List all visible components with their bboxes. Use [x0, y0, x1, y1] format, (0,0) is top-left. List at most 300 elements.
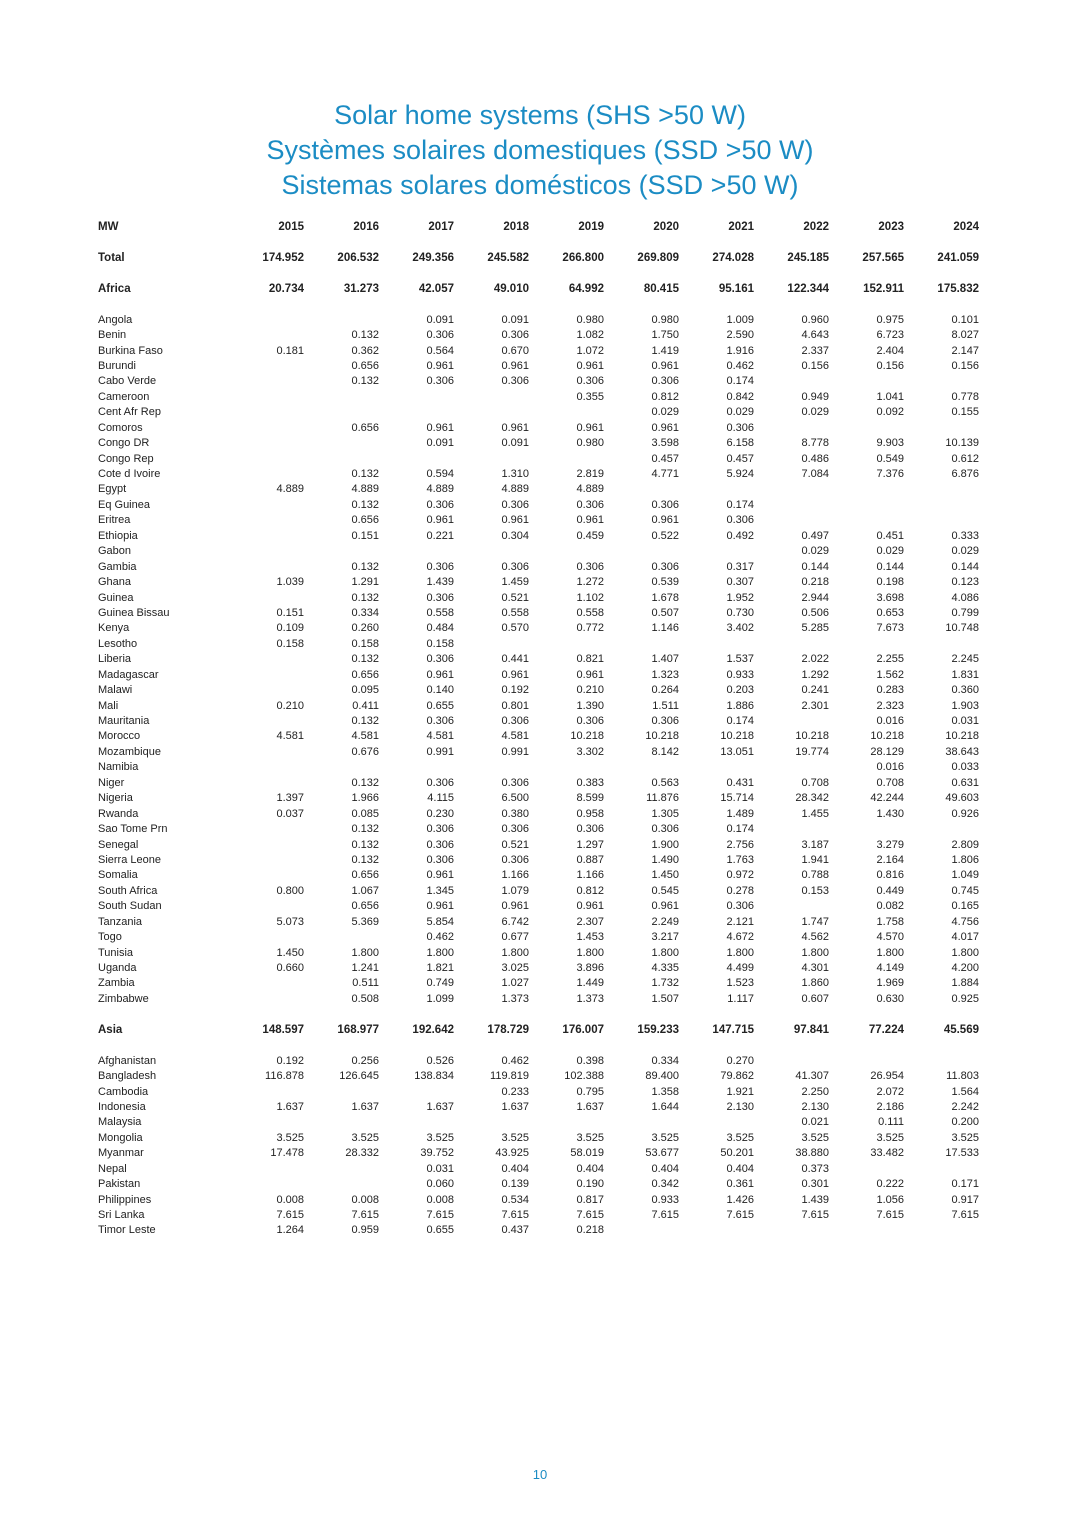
cell-value	[304, 1162, 379, 1177]
cell-value	[829, 374, 904, 389]
country-row	[98, 729, 982, 744]
cell-value: 9.903	[876, 437, 904, 450]
cell-value	[229, 668, 304, 683]
page-title	[0, 98, 1080, 203]
cell-value	[754, 498, 829, 513]
cell-value	[229, 760, 304, 775]
cell-value: 26.954	[870, 1070, 904, 1083]
cell-value: 4.086	[951, 591, 979, 604]
cell-value: 0.210	[576, 684, 604, 697]
cell-value: 28.332	[345, 1147, 379, 1160]
country-row	[98, 652, 982, 667]
cell-value	[229, 421, 304, 436]
cell-value: 0.174	[726, 498, 754, 511]
cell-value: 2.756	[726, 838, 754, 851]
cell-value: 1.800	[651, 946, 679, 959]
row-label: Somalia	[98, 869, 138, 882]
cell-value: 0.961	[651, 421, 679, 434]
cell-value: 2.249	[651, 915, 679, 928]
cell-value	[304, 544, 379, 559]
country-row	[98, 683, 982, 698]
country-row	[98, 452, 982, 467]
cell-value: 4.771	[651, 468, 679, 480]
row-label: Eritrea	[98, 514, 131, 527]
cell-value: 0.749	[426, 977, 454, 990]
spacer	[98, 235, 982, 250]
cell-value: 0.151	[351, 529, 379, 542]
cell-value: 1.831	[951, 668, 979, 681]
cell-value: 0.029	[801, 545, 829, 558]
cell-value	[304, 436, 379, 451]
cell-value: 0.132	[351, 838, 379, 851]
cell-value: 1.490	[651, 853, 679, 866]
cell-value: 42.244	[870, 792, 904, 805]
cell-value: 0.029	[651, 406, 679, 419]
cell-value	[754, 421, 829, 436]
country-row	[98, 421, 982, 436]
cell-value: 0.404	[576, 1162, 604, 1175]
cell-value: 0.174	[726, 823, 754, 836]
cell-value: 147.715	[712, 1023, 754, 1036]
cell-value: 1.373	[501, 992, 529, 1005]
cell-value: 1.800	[576, 946, 604, 959]
country-row	[98, 313, 982, 328]
cell-value: 0.132	[351, 653, 379, 666]
cell-value: 15.714	[720, 792, 754, 805]
country-row	[98, 745, 982, 760]
cell-value: 1.941	[801, 853, 829, 866]
cell-value: 0.306	[501, 329, 529, 342]
cell-value	[304, 313, 379, 328]
cell-value: 0.306	[501, 715, 529, 727]
cell-value: 4.499	[726, 962, 754, 974]
country-row	[98, 328, 982, 343]
cell-value: 0.165	[951, 900, 979, 913]
cell-value: 7.615	[426, 1209, 454, 1221]
cell-value: 1.430	[876, 807, 904, 820]
cell-value: 0.362	[351, 344, 379, 357]
cell-value: 4.581	[426, 730, 454, 743]
cell-value	[829, 822, 904, 837]
cell-value	[229, 390, 304, 405]
cell-value	[754, 760, 829, 775]
cell-value: 0.317	[726, 560, 754, 573]
cell-value	[304, 930, 379, 945]
cell-value: 3.525	[501, 1131, 529, 1144]
country-row	[98, 807, 982, 822]
cell-value: 7.376	[876, 468, 904, 480]
cell-value: 1.637	[576, 1100, 604, 1113]
cell-value: 53.677	[645, 1147, 679, 1160]
cell-value: 7.615	[726, 1209, 754, 1221]
cell-value: 1.969	[876, 977, 904, 990]
cell-value	[229, 1085, 304, 1100]
cell-value: 0.016	[876, 761, 904, 774]
row-label: Liberia	[98, 653, 132, 666]
cell-value: 0.101	[951, 313, 979, 326]
cell-value: 0.174	[726, 715, 754, 727]
cell-value: 0.233	[501, 1085, 529, 1098]
cell-value: 1.345	[426, 884, 454, 897]
cell-value: 28.129	[870, 745, 904, 758]
cell-value	[229, 853, 304, 868]
cell-value	[229, 560, 304, 575]
country-row	[98, 699, 982, 714]
row-label: Senegal	[98, 838, 139, 851]
cell-value: 2.130	[801, 1100, 829, 1113]
cell-value	[904, 822, 979, 837]
cell-value: 0.961	[501, 359, 529, 372]
cell-value: 2.809	[951, 838, 979, 851]
cell-value: 159.233	[637, 1023, 679, 1036]
cell-value: 0.398	[576, 1054, 604, 1067]
cell-value: 0.306	[576, 823, 604, 836]
cell-value: 3.698	[876, 591, 904, 604]
cell-value: 31.273	[343, 282, 379, 295]
cell-value: 4.017	[951, 931, 979, 944]
cell-value: 0.306	[426, 776, 454, 789]
cell-value: 0.676	[351, 745, 379, 758]
cell-value: 0.241	[801, 684, 829, 697]
cell-value: 1.637	[276, 1100, 304, 1113]
cell-value	[229, 498, 304, 513]
cell-value: 0.980	[651, 313, 679, 326]
cell-value: 0.283	[876, 684, 904, 697]
cell-value: 1.511	[652, 699, 679, 712]
cell-value: 6.723	[876, 329, 904, 342]
row-label: Guinea Bissau	[98, 606, 170, 619]
cell-value: 4.115	[427, 792, 454, 805]
country-row	[98, 575, 982, 590]
cell-value: 0.655	[426, 699, 454, 712]
cell-value: 1.763	[726, 853, 754, 866]
cell-value: 0.222	[876, 1178, 904, 1191]
cell-value: 7.084	[801, 468, 829, 480]
cell-value: 10.139	[945, 437, 979, 450]
cell-value: 6.742	[501, 915, 529, 928]
cell-value: 10.218	[870, 730, 904, 743]
cell-value: 1.800	[351, 946, 379, 959]
cell-value: 0.497	[801, 529, 829, 542]
cell-value: 0.306	[501, 375, 529, 388]
cell-value	[679, 760, 754, 775]
cell-value: 0.260	[351, 622, 379, 635]
cell-value: 1.900	[651, 838, 679, 851]
cell-value: 1.637	[426, 1100, 454, 1113]
cell-value	[229, 899, 304, 914]
cell-value: 1.439	[801, 1193, 829, 1206]
cell-value: 0.959	[351, 1224, 379, 1237]
cell-value: 1.800	[726, 946, 754, 959]
cell-value: 7.615	[576, 1209, 604, 1221]
cell-value: 3.598	[651, 437, 679, 450]
country-row	[98, 467, 982, 482]
country-row	[98, 760, 982, 775]
title-line-es: Sistemas solares domésticos (SSD >50 W)	[281, 170, 799, 200]
cell-value: 2016	[353, 221, 379, 233]
cell-value: 0.708	[801, 776, 829, 789]
cell-value: 0.653	[876, 606, 904, 619]
cell-value: 0.306	[426, 715, 454, 727]
cell-value: 2021	[728, 221, 754, 233]
cell-value: 2.944	[801, 591, 829, 604]
cell-value: 0.333	[951, 529, 979, 542]
cell-value: 0.961	[576, 421, 604, 434]
cell-value: 0.033	[951, 761, 979, 774]
cell-value	[754, 513, 829, 528]
cell-value: 5.073	[276, 915, 304, 928]
cell-value: 1.166	[576, 869, 604, 882]
cell-value: 2.255	[876, 653, 904, 666]
cell-value: 0.158	[426, 637, 454, 650]
cell-value: 0.812	[576, 884, 604, 897]
cell-value: 97.841	[793, 1023, 829, 1036]
cell-value: 0.887	[576, 853, 604, 866]
cell-value: 0.404	[501, 1162, 529, 1175]
row-label: Eq Guinea	[98, 498, 150, 511]
cell-value: 2.022	[801, 653, 829, 666]
cell-value: 1.564	[951, 1085, 979, 1098]
cell-value: 1.821	[426, 962, 454, 974]
cell-value: 0.132	[351, 329, 379, 342]
cell-value: 0.132	[351, 823, 379, 836]
cell-value	[679, 544, 754, 559]
spacer	[98, 266, 982, 281]
spacer	[98, 1038, 982, 1053]
cell-value: 3.525	[351, 1131, 379, 1144]
cell-value: 245.185	[787, 251, 829, 264]
cell-value: 0.144	[876, 560, 904, 573]
cell-value: 1.886	[726, 699, 754, 712]
country-row	[98, 1131, 982, 1146]
cell-value: 0.334	[351, 606, 379, 619]
cell-value: 0.961	[426, 359, 454, 372]
cell-value: 3.525	[276, 1131, 304, 1144]
cell-value: 0.008	[276, 1193, 304, 1206]
cell-value: 0.539	[651, 576, 679, 589]
cell-value: 6.500	[501, 792, 529, 805]
cell-value: 0.306	[426, 498, 454, 511]
cell-value: 2.307	[576, 915, 604, 928]
cell-value: 257.565	[862, 251, 904, 264]
title-line-en: Solar home systems (SHS >50 W)	[334, 100, 746, 130]
cell-value	[529, 1115, 604, 1130]
cell-value: 0.451	[876, 529, 904, 542]
cell-value	[229, 405, 304, 420]
cell-value: 4.335	[651, 962, 679, 974]
country-row	[98, 544, 982, 559]
cell-value: 0.190	[576, 1178, 604, 1191]
cell-value	[529, 544, 604, 559]
cell-value	[829, 637, 904, 652]
cell-value: 0.972	[726, 869, 754, 882]
cell-value	[754, 637, 829, 652]
cell-value: 1.455	[801, 807, 829, 820]
cell-value	[754, 714, 829, 729]
cell-value: 2.323	[876, 699, 904, 712]
cell-value: 152.911	[863, 282, 904, 295]
cell-value: 1.099	[426, 992, 454, 1005]
cell-value: 80.415	[643, 282, 679, 295]
cell-value: 0.961	[426, 869, 454, 882]
row-label: Mongolia	[98, 1131, 143, 1144]
cell-value	[904, 513, 979, 528]
country-row	[98, 1115, 982, 1130]
cell-value: 6.876	[951, 468, 979, 480]
row-label: Sierra Leone	[98, 853, 161, 866]
cell-value: 1.489	[726, 807, 754, 820]
cell-value: 2015	[278, 221, 304, 233]
cell-value: 1.049	[951, 869, 979, 882]
cell-value: 0.521	[501, 838, 529, 851]
cell-value: 1.323	[651, 668, 679, 681]
country-row	[98, 1146, 982, 1161]
cell-value	[754, 899, 829, 914]
cell-value: 17.533	[945, 1147, 979, 1160]
country-row	[98, 591, 982, 606]
row-label: Cent Afr Rep	[98, 406, 161, 419]
cell-value	[379, 760, 454, 775]
cell-value	[904, 482, 979, 497]
spacer	[98, 1007, 982, 1022]
cell-value	[829, 1054, 904, 1069]
cell-value: 1.921	[726, 1085, 754, 1098]
cell-value: 0.270	[726, 1054, 754, 1067]
cell-value	[454, 452, 529, 467]
cell-value: 0.230	[426, 807, 454, 820]
cell-value: 0.091	[426, 313, 454, 326]
cell-value: 2.301	[801, 699, 829, 712]
cell-value: 0.607	[801, 992, 829, 1005]
row-label: Gabon	[98, 545, 132, 558]
row-label: Benin	[98, 329, 127, 342]
cell-value: 0.192	[501, 684, 529, 697]
country-row	[98, 992, 982, 1007]
cell-value: 3.279	[876, 838, 904, 851]
cell-value: 8.027	[951, 329, 979, 342]
cell-value	[229, 452, 304, 467]
cell-value: 174.952	[262, 251, 304, 264]
cell-value: 1.800	[801, 946, 829, 959]
cell-value	[604, 1115, 679, 1130]
cell-value: 2.164	[876, 853, 904, 866]
row-label: Rwanda	[98, 807, 139, 820]
cell-value: 0.534	[501, 1193, 529, 1206]
cell-value: 0.306	[576, 498, 604, 511]
country-row	[98, 899, 982, 914]
cell-value: 0.155	[951, 406, 979, 419]
cell-value: 3.525	[726, 1131, 754, 1144]
cell-value	[904, 374, 979, 389]
country-row	[98, 1208, 982, 1223]
cell-value: 0.457	[651, 452, 679, 465]
cell-value: 4.672	[726, 931, 754, 944]
cell-value: 0.198	[876, 576, 904, 589]
cell-value	[529, 452, 604, 467]
cell-value: 0.156	[951, 359, 979, 372]
cell-value: 0.484	[426, 622, 454, 635]
cell-value: 0.917	[951, 1193, 979, 1206]
cell-value: 0.306	[501, 560, 529, 573]
cell-value	[754, 482, 829, 497]
cell-value: 1.407	[651, 653, 679, 666]
cell-value: 0.462	[501, 1054, 529, 1067]
cell-value: 2.337	[801, 344, 829, 357]
cell-value: 0.008	[351, 1193, 379, 1206]
cell-value: 0.029	[726, 406, 754, 419]
row-label: Burundi	[98, 359, 136, 372]
cell-value: 1.800	[876, 946, 904, 959]
cell-value: 77.224	[868, 1023, 904, 1036]
cell-value: 4.643	[801, 329, 829, 342]
cell-value: 1.800	[951, 946, 979, 959]
cell-value: 1.264	[276, 1224, 304, 1237]
cell-value: 0.360	[951, 684, 979, 697]
cell-value: 0.961	[501, 421, 529, 434]
row-label: South Sudan	[98, 900, 162, 913]
cell-value: 0.511	[352, 977, 379, 990]
row-label: Indonesia	[98, 1100, 146, 1113]
cell-value: 0.816	[876, 869, 904, 882]
cell-value: 2.245	[951, 653, 979, 666]
cell-value: 0.306	[426, 329, 454, 342]
row-label: Comoros	[98, 421, 143, 434]
cell-value: 249.356	[412, 251, 454, 264]
country-row	[98, 930, 982, 945]
country-row	[98, 359, 982, 374]
cell-value	[229, 328, 304, 343]
cell-value: 8.778	[801, 437, 829, 450]
cell-value: 1.292	[801, 668, 829, 681]
cell-value	[904, 1223, 979, 1238]
cell-value: 0.132	[351, 560, 379, 573]
cell-value	[754, 822, 829, 837]
cell-value: 0.029	[951, 545, 979, 558]
cell-value: 1.523	[726, 977, 754, 990]
country-row	[98, 529, 982, 544]
cell-value: 0.506	[801, 606, 829, 619]
cell-value: 0.558	[426, 606, 454, 619]
cell-value	[304, 390, 379, 405]
cell-value: 0.306	[501, 776, 529, 789]
row-label: Morocco	[98, 730, 141, 743]
cell-value: 0.031	[426, 1162, 454, 1175]
cell-value: 0.085	[351, 807, 379, 820]
cell-value	[229, 1177, 304, 1192]
cell-value: 1.732	[651, 977, 679, 990]
cell-value	[754, 1223, 829, 1238]
cell-value: 1.241	[351, 962, 379, 974]
cell-value	[229, 683, 304, 698]
cell-value: 1.450	[276, 946, 304, 959]
cell-value: 0.656	[351, 900, 379, 913]
cell-value: 0.144	[951, 560, 979, 573]
cell-value	[229, 992, 304, 1007]
cell-value: 0.278	[726, 884, 754, 897]
row-label: Mauritania	[98, 715, 150, 727]
row-label: Mozambique	[98, 745, 161, 758]
cell-value: 4.889	[351, 483, 379, 496]
cell-value: 4.200	[951, 962, 979, 974]
cell-value: 0.933	[651, 1193, 679, 1206]
cell-value: 1.860	[801, 977, 829, 990]
cell-value: 38.643	[945, 745, 979, 758]
cell-value: 0.306	[576, 715, 604, 727]
cell-value: 8.142	[651, 745, 679, 758]
cell-value: 2.819	[576, 468, 604, 480]
cell-value: 1.439	[426, 576, 454, 589]
row-label: Egypt	[98, 483, 127, 496]
